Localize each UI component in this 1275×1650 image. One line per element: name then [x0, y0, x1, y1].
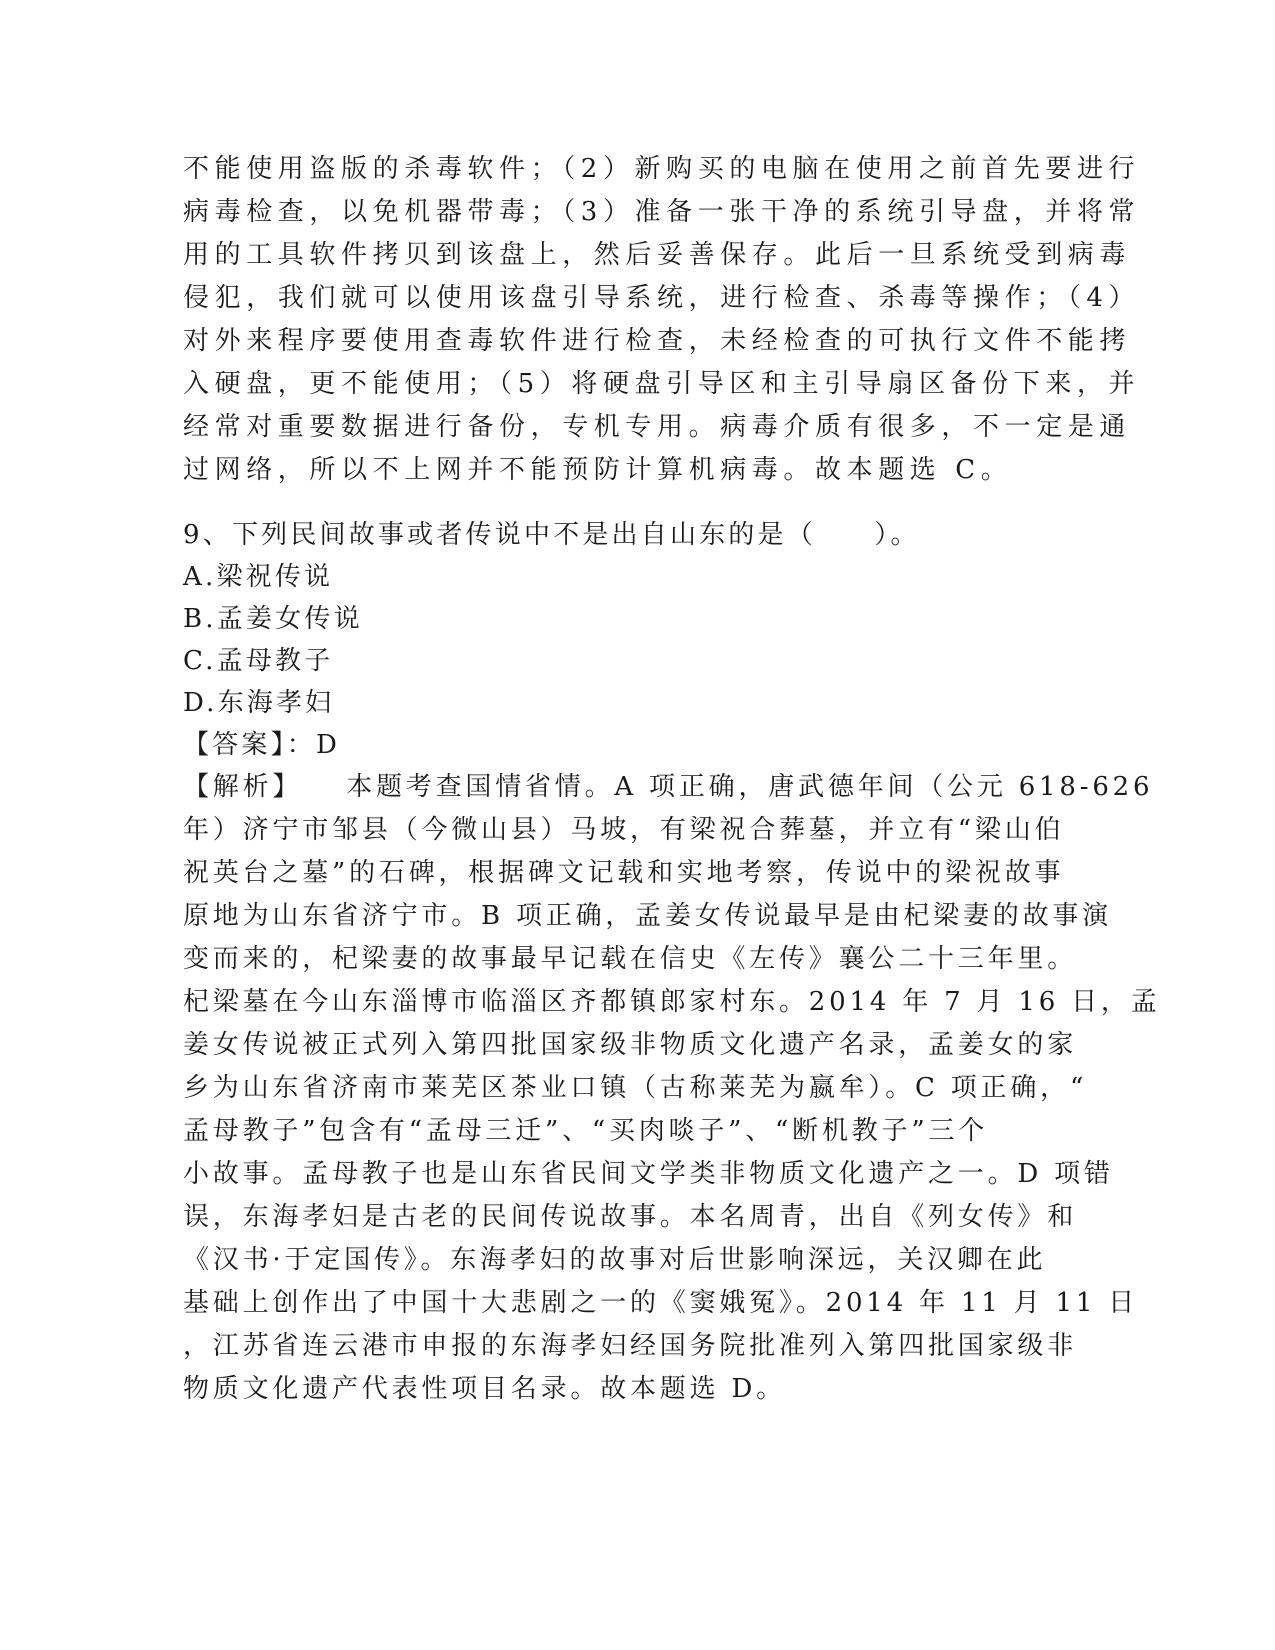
analysis-text: 本题考查国情省情。A 项正确，唐武德年间（公元 618-626 [346, 772, 1154, 802]
text-line: 乡为山东省济南市莱芜区茶业口镇（古称莱芜为嬴牟）。C 项正确，“ [183, 1073, 1088, 1103]
text-line: 基础上创作出了中国十大悲剧之一的《窦娥冤》。2014 年 11 月 11 日 [183, 1288, 1139, 1318]
text-line: 《汉书·于定国传》。东海孝妇的故事对后世影响深远，关汉卿在此 [183, 1245, 1047, 1275]
text-line: 侵犯，我们就可以使用该盘引导系统，进行检查、杀毒等操作；（4） [183, 283, 1141, 313]
text-line: 变而来的，杞梁妻的故事最早记载在信史《左传》襄公二十三年里。 [183, 944, 1078, 974]
text-line: 姜女传说被正式列入第四批国家级非物质文化遗产名录，孟姜女的家 [183, 1030, 1078, 1060]
option-c: C.孟母教子 [183, 646, 334, 676]
answer: 【答案】：D [183, 730, 341, 760]
question-stem: 9、下列民间故事或者传说中不是出自山东的是（ ）。 [183, 520, 920, 550]
text-line: 杞梁墓在今山东淄博市临淄区齐都镇郎家村东。2014 年 7 月 16 日，孟 [183, 987, 1161, 1017]
text-line: 原地为山东省济宁市。B 项正确，孟姜女传说最早是由杞梁妻的故事演 [183, 901, 1112, 931]
text-line: 不能使用盗版的杀毒软件；（2）新购买的电脑在使用之前首先要进行 [183, 154, 1141, 184]
option-d: D.东海孝妇 [183, 688, 335, 718]
analysis-label: 【解析】 [183, 772, 303, 802]
text-line: 病毒检查，以免机器带毒；（3）准备一张干净的系统引导盘，并将常 [183, 197, 1141, 227]
option-a: A.梁祝传说 [183, 562, 334, 592]
analysis [183, 766, 1161, 1411]
analysis-first-line [183, 766, 1154, 809]
document-page [183, 148, 1161, 1411]
previous-explanation [183, 148, 1141, 492]
spacer [183, 492, 1083, 514]
text-line: 入硬盘，更不能使用；（5）将硬盘引导区和主引导扇区备份下来，并 [183, 369, 1141, 399]
text-line: 年）济宁市邹县（今微山县）马坡，有梁祝合葬墓，并立有“梁山伯 [183, 815, 1065, 845]
text-line: 用的工具软件拷贝到该盘上，然后妥善保存。此后一旦系统受到病毒 [183, 240, 1132, 270]
text-line: 小故事。孟母教子也是山东省民间文学类非物质文化遗产之一。D 项错 [183, 1159, 1114, 1189]
text-line: 经常对重要数据进行备份，专机专用。病毒介质有很多，不一定是通 [183, 412, 1132, 442]
question-9 [183, 514, 1083, 766]
text-line: 对外来程序要使用查毒软件进行检查，未经检查的可执行文件不能拷 [183, 326, 1132, 356]
text-line: 物质文化遗产代表性项目名录。故本题选 D。 [183, 1374, 786, 1404]
text-line: 过网络，所以不上网并不能预防计算机病毒。故本题选 C。 [183, 455, 1013, 485]
text-line: 祝英台之墓”的石碑，根据碑文记载和实地考察，传说中的梁祝故事 [183, 858, 1065, 888]
option-b: B.孟姜女传说 [183, 604, 363, 634]
text-line: 孟母教子”包含有“孟母三迁”、“买肉啖子”、“断机教子”三个 [183, 1116, 989, 1146]
text-line: 误，东海孝妇是古老的民间传说故事。本名周青，出自《列女传》和 [183, 1202, 1078, 1232]
text-line: ，江苏省连云港市申报的东海孝妇经国务院批准列入第四批国家级非 [183, 1331, 1078, 1361]
